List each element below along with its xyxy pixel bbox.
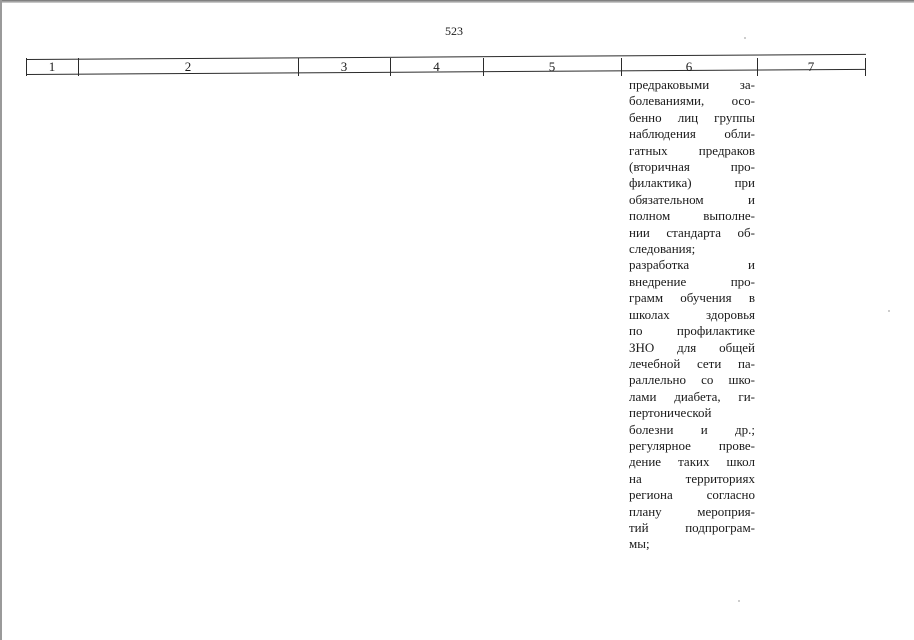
text-line	[629, 225, 755, 241]
text-word: здоровья	[705, 306, 755, 322]
text-word: регулярное	[629, 437, 691, 453]
text-word: обучения	[680, 290, 732, 306]
text-word: на	[629, 470, 642, 486]
column-header-4: 4	[433, 59, 440, 74]
text-word: для	[677, 339, 697, 355]
text-word: болезни	[629, 421, 674, 437]
column-header-6: 6	[685, 59, 693, 74]
text-word: лиц	[677, 109, 699, 125]
text-word: ги-	[738, 388, 755, 404]
text-word: про-	[730, 159, 755, 175]
text-line	[629, 487, 755, 503]
text-line	[629, 471, 755, 487]
text-word: мы;	[629, 536, 650, 552]
text-word: про-	[730, 273, 755, 289]
text-word: прове-	[718, 437, 755, 453]
text-word: филактика)	[629, 175, 692, 191]
text-word: обли-	[724, 126, 755, 142]
text-word: плану	[629, 503, 662, 519]
text-word: разработка	[629, 257, 690, 273]
text-word: обязательном	[629, 191, 704, 207]
column-header-5: 5	[548, 59, 556, 74]
text-word: школ	[726, 454, 755, 470]
text-word: грамм	[629, 290, 664, 306]
text-word: др.;	[735, 421, 755, 437]
text-word: лечебной	[629, 355, 681, 371]
text-line	[629, 175, 755, 191]
column-header-2: 2	[184, 59, 192, 74]
text-word: в	[748, 290, 755, 306]
column-header-7: 7	[807, 59, 815, 74]
text-word: гатных	[629, 142, 668, 158]
text-word: группы	[714, 109, 755, 125]
text-word: школах	[629, 306, 670, 322]
text-line	[629, 372, 755, 388]
text-word: осо-	[731, 93, 755, 109]
text-line	[629, 274, 755, 290]
text-line	[629, 438, 755, 454]
text-line	[629, 422, 755, 438]
text-word: таких	[678, 454, 710, 470]
text-line	[629, 126, 755, 142]
text-word: и	[748, 257, 755, 273]
column-header-3: 3	[340, 59, 348, 74]
text-word: наблюдения	[629, 126, 696, 142]
column-header-1: 1	[48, 59, 56, 74]
text-line	[629, 290, 755, 306]
text-line	[629, 77, 755, 93]
text-word: согласно	[706, 487, 755, 503]
scan-speck	[744, 37, 746, 39]
text-word: об-	[737, 224, 755, 240]
scan-speck	[738, 600, 740, 602]
text-word: выполне-	[703, 208, 755, 224]
text-word: региона	[629, 487, 673, 503]
text-word: при	[734, 175, 755, 191]
text-word: бенно	[629, 109, 662, 125]
text-line	[629, 340, 755, 356]
text-line	[629, 307, 755, 323]
text-word: внедрение	[629, 273, 687, 289]
text-word: по	[629, 323, 643, 339]
page-number: 523	[445, 24, 463, 38]
column-divider	[865, 58, 866, 76]
text-word: мероприя-	[697, 503, 755, 519]
scan-edge-left	[0, 0, 2, 640]
text-word: стандарта	[666, 224, 722, 240]
scan-speck	[888, 310, 890, 312]
text-line	[629, 520, 755, 536]
text-line	[629, 504, 755, 520]
text-line	[629, 159, 755, 175]
text-line	[629, 192, 755, 208]
text-word: и	[700, 421, 708, 437]
text-word: предраков	[698, 142, 755, 158]
text-word: раллельно	[629, 372, 687, 388]
text-line	[629, 389, 755, 405]
text-word: шко-	[728, 372, 755, 388]
text-line	[629, 536, 755, 552]
text-word: подпрограм-	[685, 519, 755, 535]
text-line	[629, 257, 755, 273]
text-line	[629, 405, 755, 421]
text-line	[629, 356, 755, 372]
text-line	[629, 323, 755, 339]
text-word: общей	[719, 339, 755, 355]
text-word: сети	[696, 355, 722, 371]
text-line	[629, 143, 755, 159]
text-word: территориях	[685, 470, 755, 486]
text-line	[629, 110, 755, 126]
text-line	[629, 454, 755, 470]
text-word: лами	[629, 388, 657, 404]
text-word: профилактике	[676, 323, 755, 339]
text-word: и	[748, 191, 755, 207]
text-word: следования;	[629, 241, 696, 257]
scan-edge-top	[0, 0, 914, 3]
text-line	[629, 208, 755, 224]
text-line	[629, 241, 755, 257]
text-word: предраковыми	[629, 77, 710, 92]
text-word: диабета,	[674, 388, 721, 404]
text-word: дение	[629, 454, 662, 470]
text-word: болеваниями,	[629, 93, 705, 109]
text-word: ЗНО	[629, 339, 655, 355]
table-header-row	[26, 53, 866, 75]
text-word: пертонической	[629, 405, 712, 421]
text-word: нии	[629, 224, 650, 240]
text-word: полном	[629, 208, 671, 224]
text-word: со	[701, 372, 714, 388]
text-word: па-	[737, 355, 755, 371]
text-word: (вторичная	[629, 159, 690, 175]
text-line	[629, 93, 755, 109]
column-6-cell-text	[629, 77, 755, 553]
text-word: тий	[629, 519, 649, 535]
text-word: за-	[739, 77, 755, 92]
